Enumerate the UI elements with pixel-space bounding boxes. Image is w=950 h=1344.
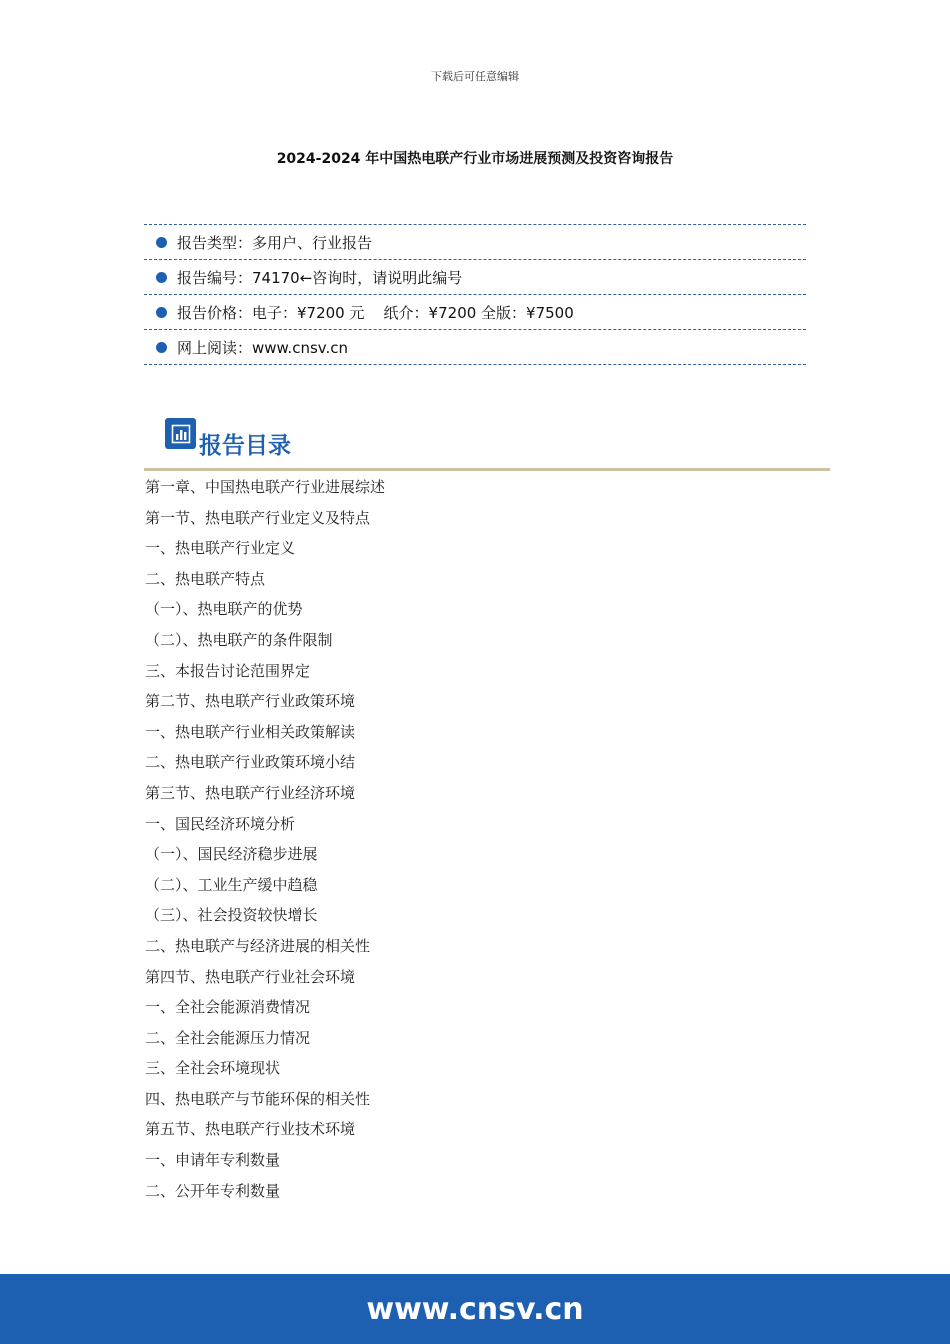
toc-item: 二、热电联产特点 (145, 569, 266, 588)
header-note: 下载后可任意编辑 (431, 70, 519, 83)
document-title: 2024-2024 年中国热电联产行业市场进展预测及投资咨询报告 (276, 151, 674, 167)
toc-heading-label: 报告目录 (199, 433, 291, 459)
info-row-number (144, 259, 806, 294)
toc-heading (165, 418, 291, 459)
bullet-icon (156, 272, 167, 283)
info-row-label: 报告编号：74170←咨询时，请说明此编号 (177, 268, 463, 287)
toc-item: 三、本报告讨论范围界定 (145, 661, 311, 680)
toc-item: 四、热电联产与节能环保的相关性 (145, 1089, 371, 1108)
toc-item: （二）、热电联产的条件限制 (145, 630, 333, 649)
toc-item: 第一节、热电联产行业定义及特点 (145, 508, 371, 527)
toc-item: （三）、社会投资较快增长 (145, 906, 318, 925)
info-row-label: 报告类型：多用户、行业报告 (177, 233, 373, 252)
toc-divider (144, 468, 830, 471)
toc-item: 第二节、热电联产行业政策环境 (145, 692, 356, 711)
toc-item: 二、公开年专利数量 (145, 1181, 281, 1200)
toc-item: 二、热电联产行业政策环境小结 (145, 753, 356, 772)
report-info-box (144, 224, 806, 365)
toc-item: 一、申请年专利数量 (145, 1151, 281, 1170)
footer-banner (0, 1274, 950, 1344)
toc-item: 第一章、中国热电联产行业进展综述 (145, 478, 386, 496)
toc-item: 三、全社会环境现状 (145, 1059, 281, 1078)
info-row-type (144, 224, 806, 259)
toc-item: 二、全社会能源压力情况 (145, 1028, 311, 1047)
toc-item: （一）、热电联产的优势 (145, 600, 303, 619)
toc-item: 一、热电联产行业相关政策解读 (145, 722, 356, 741)
toc-item: 一、全社会能源消费情况 (145, 998, 311, 1017)
toc-item: 一、国民经济环境分析 (145, 814, 296, 833)
toc-item: 第五节、热电联产行业技术环境 (145, 1120, 356, 1139)
bullet-icon (156, 307, 167, 318)
toc-item: 二、热电联产与经济进展的相关性 (145, 936, 371, 955)
footer-url[interactable]: www.cnsv.cn (366, 1291, 584, 1327)
bullet-icon (156, 342, 167, 353)
bar-chart-icon (165, 418, 196, 449)
info-row-price (144, 294, 806, 329)
toc-item: 第四节、热电联产行业社会环境 (145, 967, 356, 986)
toc-item: 一、热电联产行业定义 (145, 539, 296, 558)
toc-list (145, 475, 385, 1209)
toc-item: 第三节、热电联产行业经济环境 (145, 783, 356, 802)
info-row-label: 网上阅读：www.cnsv.cn (177, 338, 348, 357)
info-row-label: 报告价格：电子：¥7200 元 纸介：¥7200 全版：¥7500 (177, 303, 574, 322)
toc-item: （一）、国民经济稳步进展 (145, 845, 318, 864)
bullet-icon (156, 237, 167, 248)
info-row-online (144, 329, 806, 365)
toc-item: （二）、工业生产缓中趋稳 (145, 875, 318, 894)
